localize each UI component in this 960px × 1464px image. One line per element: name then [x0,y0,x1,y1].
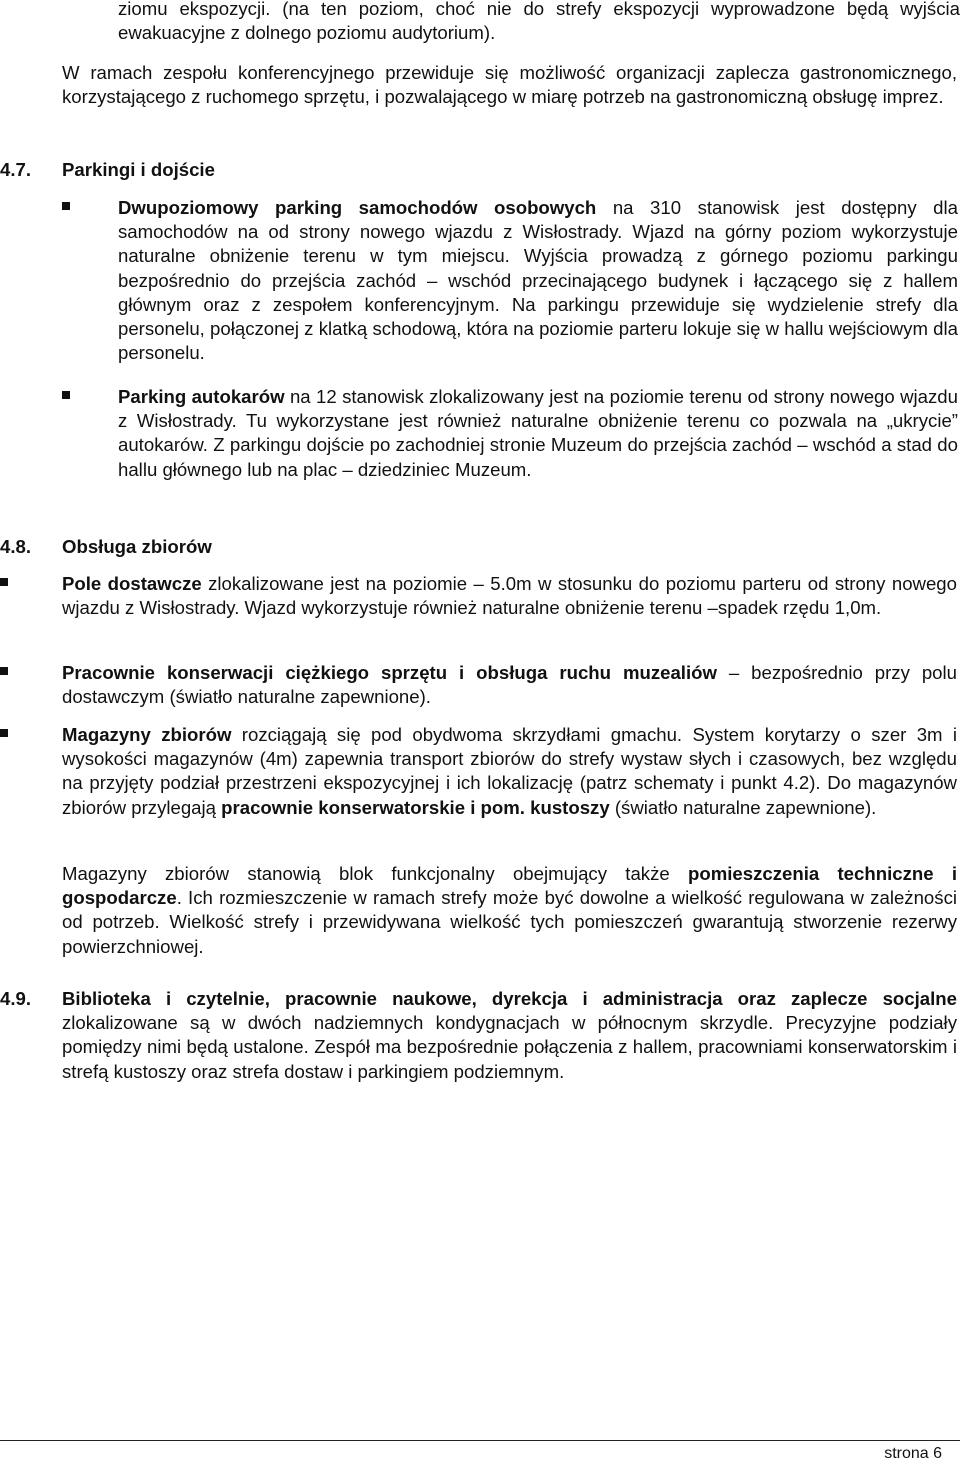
storage-paragraph: Magazyny zbiorów rozciągają się pod obydwoma skrzydłami gmachu. System korytarzy o szer 3m i wysokości magazynów (4m) zapewnia transport zbiorów do strefy wystaw słych i czasowych, bez względu na przyjęty podział przestrzeni ekspozycyjnej i ich lokalizację (patrz schematy i punkt 4.2). Do magazynów zbiorów przylegają pracownie konserwatorskie i pom. kustoszy (światło naturalne zapewnione). [62,724,957,818]
bullet-square-icon [0,667,8,675]
bullet-square-icon [0,729,8,737]
bullet-square-icon [62,202,70,210]
delivery-field-paragraph: Pole dostawcze zlokalizowane jest na poziomie – 5.0m w stosunku do poziomu parteru od strony nowego wjazdu z Wisłostrady. Wjazd wykorzystuje również naturalne obniżenie terenu –spadek rzędu 1,0m. [62,573,957,619]
intro-paragraph-2: W ramach zespołu konferencyjnego przewiduje się możliwość organizacji zaplecza gastronomicznego, korzystającego z ruchomego sprzętu, i pozwalającego w miarę potrzeb na gastronomiczną obsługę imprez. [62,62,957,108]
section-4-7-title: Parkingi i dojście [62,159,215,180]
parking-coaches-heading: Parking autokarów [118,386,285,407]
conservation-workshops-heading: Pracownie konserwacji ciężkiego sprzętu i obsługa ruchu muzealiów [62,662,717,683]
section-4-8-number: 4.8. [0,536,32,557]
section-4-9-number: 4.9. [0,988,32,1009]
storage-heading: Magazyny zbiorów [62,724,232,745]
section-4-8-title: Obsługa zbiorów [62,536,212,557]
bullet-square-icon [62,391,70,399]
parking-cars-heading: Dwupoziomowy parking samochodów osobowych [118,197,597,218]
parking-coaches-paragraph: Parking autokarów na 12 stanowisk zlokalizowany jest na poziomie terenu od strony nowego wjazdu z Wisłostrady. Tu wykorzystane jest również naturalne obniżenie terenu co pozwala na „ukrycie” autokarów. Z parkingu dojście po zachodniej stronie Muzeum do przejścia zachód – wschód a stad do hallu głównego lub na plac – dziedziniec Muzeum. [118,386,958,480]
storage-followup-paragraph: Magazyny zbiorów stanowią blok funkcjonalny obejmujący także pomieszczenia techniczne i gospodarcze. Ich rozmieszczenie w ramach strefy może być dowolne a wielkość regulowana w zależności od potrzeb. Wielkość strefy i przewidywana wielkość tych pomieszczeń gwarantują stworzenie rezerwy powierzchniowej. [62,863,957,957]
footer-divider [0,1440,960,1441]
intro-paragraph-1: ziomu ekspozycji. (na ten poziom, choć nie do strefy ekspozycji wyprowadzone będą wyjścia ewakuacyjne z dolnego poziomu audytorium). [118,0,960,44]
page-number: strona 6 [884,1445,942,1462]
bullet-square-icon [0,578,8,586]
library-administration-paragraph: Biblioteka i czytelnie, pracownie naukowe, dyrekcja i administracja oraz zaplecze socjalne zlokalizowane są w dwóch nadziemnych kondygnacjach w północnym skrzydle. Precyzyjne podziały pomiędzy nimi będą ustalone. Zespół ma bezpośrednie połączenia z hallem, pracowniami konserwatorskim i strefą kustoszy oraz strefa dostaw i parkingiem podziemnym. [62,988,957,1082]
section-4-7-number: 4.7. [0,159,32,180]
library-administration-heading: Biblioteka i czytelnie, pracownie naukowe, dyrekcja i administracja oraz zaplecze socjalne [62,988,957,1009]
delivery-field-heading: Pole dostawcze [62,573,202,594]
parking-cars-paragraph: Dwupoziomowy parking samochodów osobowych na 310 stanowisk jest dostępny dla samochodów na od strony nowego wjazdu z Wisłostrady. Wjazd na górny poziom wykorzystuje naturalne obniżenie terenu w tym miejscu. Wyjścia prowadzą z górnego poziomu parkingu bezpośrednio do przejścia zachód – wschód przecinającego budynek i łączącego się z hallem głównym oraz z zespołem konferencyjnym. Na parkingu przewiduje się wydzielenie strefy dla personelu, połączonej z klatką schodową, która na poziomie parteru lokuje się w hallu wejściowym dla personelu. [118,197,958,364]
conservation-workshops-paragraph: Pracownie konserwacji ciężkiego sprzętu i obsługa ruchu muzealiów – bezpośrednio przy polu dostawczym (światło naturalne zapewnione). [62,662,957,708]
